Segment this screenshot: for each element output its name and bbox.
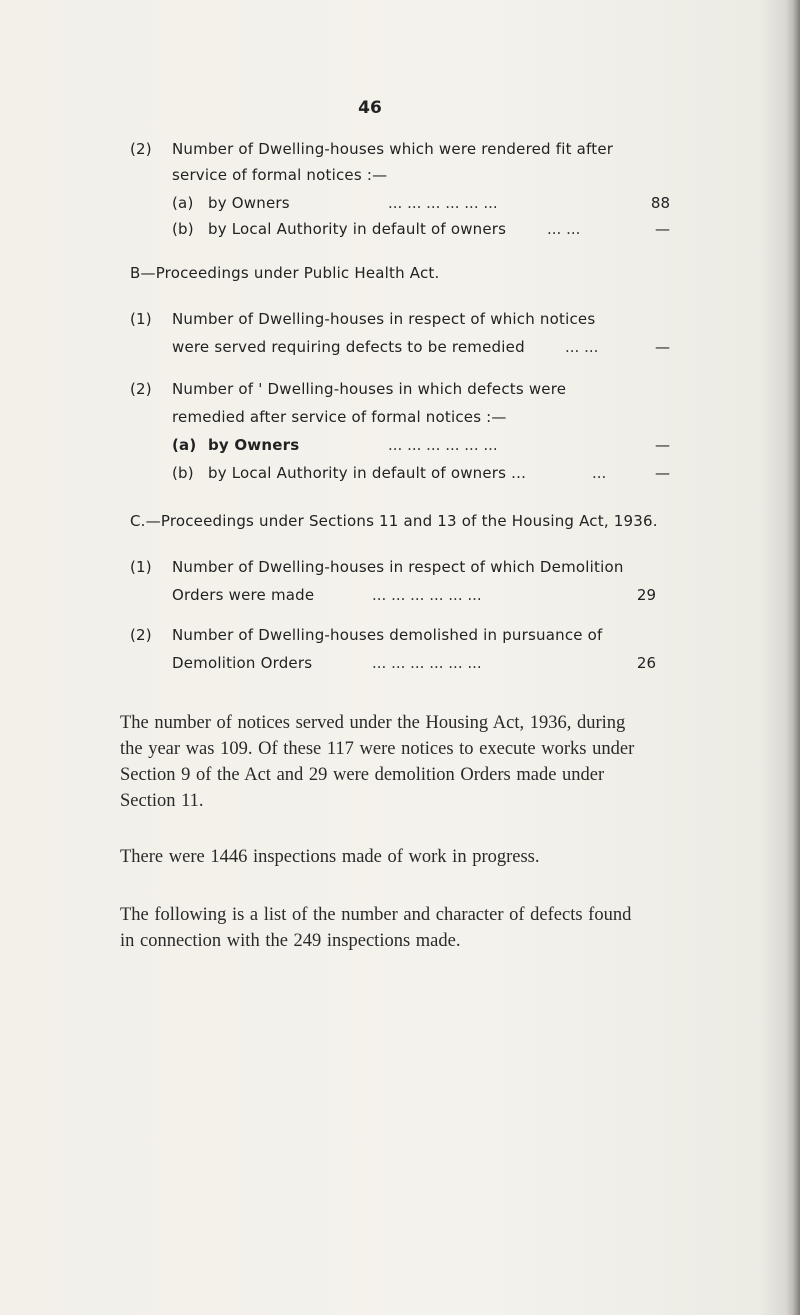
section-heading: B—Proceedings under Public Health Act.: [130, 264, 440, 282]
paragraph-notices: [120, 710, 700, 814]
sub-item-text: by Owners: [208, 436, 300, 454]
leader-dots: ... ... ... ... ... ...: [388, 436, 498, 454]
item-text: Number of Dwelling-houses in respect of which Demolition: [172, 558, 624, 576]
item-text: Number of Dwelling-houses in respect of which notices: [172, 310, 596, 328]
paragraph-defects: [120, 902, 700, 954]
leader-dots: ... ...: [565, 338, 599, 356]
item-number: (2): [130, 140, 152, 158]
sub-item-label: (b): [172, 464, 194, 482]
item-text: remedied after service of formal notices :—: [172, 408, 507, 426]
leader-dots: ... ... ... ... ... ...: [372, 654, 482, 672]
paragraph-line: Section 9 of the Act and 29 were demolition Orders made under: [120, 765, 605, 785]
item-text: were served requiring defects to be remedied: [172, 338, 525, 356]
section-heading: C.—Proceedings under Sections 11 and 13 of the Housing Act, 1936.: [130, 512, 658, 530]
value-cell: —: [655, 338, 670, 356]
paragraph-line: The number of notices served under the Housing Act, 1936, during: [120, 713, 626, 733]
sub-item-text: by Owners: [208, 194, 290, 212]
item-text: Number of ' Dwelling-houses in which defects were: [172, 380, 567, 398]
paragraph-line: The following is a list of the number and character of defects found: [120, 905, 632, 925]
value-cell: —: [655, 220, 670, 238]
value-cell: 26: [636, 654, 656, 672]
paragraph-line: in connection with the 249 inspections made.: [120, 931, 461, 951]
sub-item-label: (a): [172, 194, 194, 212]
item-text: Number of Dwelling-houses which were rendered fit after: [172, 140, 614, 158]
page-number: 46: [358, 98, 382, 118]
leader-dots: ... ... ... ... ... ...: [372, 586, 482, 604]
value-cell: 88: [650, 194, 670, 212]
sub-item-text: by Local Authority in default of owners: [208, 220, 507, 238]
item-text: service of formal notices :—: [172, 166, 388, 184]
paragraph-inspections: There were 1446 inspections made of work in progress.: [120, 847, 540, 867]
leader-dots: ...: [592, 464, 607, 482]
sub-item-label: (b): [172, 220, 194, 238]
item-number: (2): [130, 626, 152, 644]
leader-dots: ... ... ... ... ... ...: [388, 194, 498, 212]
item-number: (1): [130, 558, 152, 576]
value-cell: —: [655, 436, 670, 454]
item-text: Number of Dwelling-houses demolished in pursuance of: [172, 626, 603, 644]
value-cell: —: [655, 464, 670, 482]
sub-item-text: by Local Authority in default of owners ...: [208, 464, 527, 482]
value-cell: 29: [636, 586, 656, 604]
item-number: (2): [130, 380, 152, 398]
paragraph-line: the year was 109. Of these 117 were notices to execute works under: [120, 739, 635, 759]
paragraph-line: Section 11.: [120, 791, 204, 811]
item-number: (1): [130, 310, 152, 328]
sub-item-label: (a): [172, 436, 197, 454]
leader-dots: ... ...: [547, 220, 581, 238]
page-edge-shadow: [786, 0, 800, 1315]
item-text: Demolition Orders: [172, 654, 313, 672]
item-text: Orders were made: [172, 586, 315, 604]
